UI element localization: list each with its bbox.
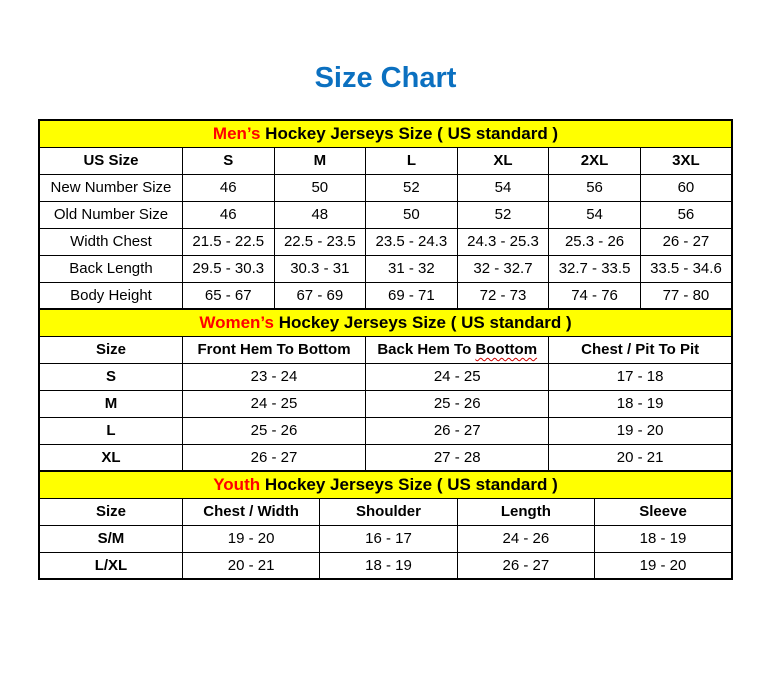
table-row	[39, 255, 732, 282]
column-header-label: Shoulder	[355, 503, 421, 520]
size-cell: 22.5 - 23.5	[274, 228, 366, 255]
size-cell: 30.3 - 31	[274, 255, 366, 282]
column-header-label: 2XL	[580, 152, 609, 169]
column-header-label: M	[313, 152, 327, 169]
column-header-label: Size	[95, 341, 126, 358]
section-title-text: Hockey Jerseys Size ( US standard )	[273, 312, 572, 332]
size-chart-tables	[38, 119, 733, 580]
column-header-label: US Size	[83, 152, 139, 169]
column-header	[640, 147, 732, 174]
size-cell: 20 - 21	[549, 444, 732, 471]
size-cell: 25 - 26	[182, 417, 365, 444]
column-header	[457, 498, 594, 525]
size-cell: 20 - 21	[182, 552, 319, 579]
column-header-label: S	[223, 152, 234, 169]
table-row	[39, 444, 732, 471]
column-header	[549, 336, 732, 363]
size-cell: 26 - 27	[457, 552, 594, 579]
size-cell: 16 - 17	[320, 525, 457, 552]
section-header-row	[39, 309, 732, 336]
size-cell: 32.7 - 33.5	[549, 255, 641, 282]
size-cell: 26 - 27	[366, 417, 549, 444]
column-header-label: Chest / Pit To Pit	[581, 341, 700, 358]
section-title-text: Hockey Jerseys Size ( US standard )	[260, 474, 558, 494]
size-cell: 48	[274, 201, 366, 228]
column-header	[182, 498, 319, 525]
row-label: L	[39, 417, 182, 444]
size-cell: 23 - 24	[182, 363, 365, 390]
table-row	[39, 417, 732, 444]
size-cell: 21.5 - 22.5	[182, 228, 274, 255]
womens-size-table	[38, 308, 733, 472]
column-header	[366, 336, 549, 363]
column-header-label: Front Hem To Bottom	[197, 341, 351, 358]
size-cell: 54	[549, 201, 641, 228]
size-cell: 25 - 26	[366, 390, 549, 417]
size-cell: 24 - 25	[182, 390, 365, 417]
column-header-label: 3XL	[672, 152, 700, 169]
size-cell: 26 - 27	[640, 228, 732, 255]
column-header	[39, 336, 182, 363]
section-title-highlight: Youth	[213, 474, 261, 494]
size-cell: 50	[366, 201, 458, 228]
section-title-highlight: Women’s	[199, 312, 274, 332]
column-header-row	[39, 498, 732, 525]
column-header	[39, 498, 182, 525]
size-cell: 26 - 27	[182, 444, 365, 471]
column-header-row	[39, 147, 732, 174]
section-title	[39, 471, 732, 498]
section-header-row	[39, 120, 732, 147]
column-header	[366, 147, 458, 174]
section-title-text: Hockey Jerseys Size ( US standard )	[260, 123, 559, 143]
size-cell: 25.3 - 26	[549, 228, 641, 255]
column-header	[457, 147, 549, 174]
size-cell: 74 - 76	[549, 282, 641, 309]
table-row	[39, 525, 732, 552]
size-cell: 18 - 19	[320, 552, 457, 579]
size-cell: 46	[182, 201, 274, 228]
column-header	[39, 147, 182, 174]
mens-size-table	[38, 119, 733, 310]
size-cell: 60	[640, 174, 732, 201]
column-header-label: XL	[493, 152, 513, 169]
column-header-label: Sleeve	[639, 503, 687, 520]
size-cell: 50	[274, 174, 366, 201]
row-label: M	[39, 390, 182, 417]
section-title	[39, 120, 732, 147]
size-cell: 56	[640, 201, 732, 228]
size-cell: 24.3 - 25.3	[457, 228, 549, 255]
row-label: Back Length	[39, 255, 182, 282]
size-cell: 19 - 20	[595, 552, 732, 579]
size-cell: 23.5 - 24.3	[366, 228, 458, 255]
row-label: L/XL	[39, 552, 182, 579]
table-row	[39, 552, 732, 579]
size-cell: 69 - 71	[366, 282, 458, 309]
size-cell: 54	[457, 174, 549, 201]
section-title	[39, 309, 732, 336]
column-header	[320, 498, 457, 525]
size-cell: 56	[549, 174, 641, 201]
column-header	[274, 147, 366, 174]
table-row	[39, 282, 732, 309]
size-cell: 33.5 - 34.6	[640, 255, 732, 282]
size-cell: 19 - 20	[549, 417, 732, 444]
table-row	[39, 363, 732, 390]
size-cell: 52	[457, 201, 549, 228]
table-row	[39, 174, 732, 201]
size-cell: 17 - 18	[549, 363, 732, 390]
row-label: New Number Size	[39, 174, 182, 201]
size-cell: 27 - 28	[366, 444, 549, 471]
size-cell: 65 - 67	[182, 282, 274, 309]
column-header	[182, 336, 365, 363]
size-cell: 24 - 26	[457, 525, 594, 552]
size-cell: 67 - 69	[274, 282, 366, 309]
size-cell: 29.5 - 30.3	[182, 255, 274, 282]
size-cell: 31 - 32	[366, 255, 458, 282]
size-cell: 77 - 80	[640, 282, 732, 309]
size-cell: 24 - 25	[366, 363, 549, 390]
row-label: Body Height	[39, 282, 182, 309]
section-header-row	[39, 471, 732, 498]
column-header-label: Chest / Width	[203, 503, 299, 520]
column-header-label-misspelled: Boottom	[475, 341, 538, 358]
column-header-label: Size	[95, 503, 126, 520]
table-row	[39, 201, 732, 228]
row-label: Width Chest	[39, 228, 182, 255]
column-header-label: Length	[500, 503, 551, 520]
column-header	[549, 147, 641, 174]
column-header	[595, 498, 732, 525]
page-title: Size Chart	[314, 62, 457, 94]
column-header-row	[39, 336, 732, 363]
table-row	[39, 228, 732, 255]
column-header	[182, 147, 274, 174]
row-label: XL	[39, 444, 182, 471]
size-cell: 19 - 20	[182, 525, 319, 552]
size-chart-page	[38, 58, 733, 580]
table-row	[39, 390, 732, 417]
youth-size-table	[38, 470, 733, 580]
column-header-label: Back Hem To	[377, 341, 476, 358]
size-cell: 72 - 73	[457, 282, 549, 309]
row-label: Old Number Size	[39, 201, 182, 228]
row-label: S	[39, 363, 182, 390]
size-cell: 52	[366, 174, 458, 201]
size-cell: 46	[182, 174, 274, 201]
column-header-label: L	[406, 152, 416, 169]
size-cell: 18 - 19	[595, 525, 732, 552]
row-label: S/M	[39, 525, 182, 552]
size-cell: 32 - 32.7	[457, 255, 549, 282]
section-title-highlight: Men’s	[212, 123, 261, 143]
size-cell: 18 - 19	[549, 390, 732, 417]
